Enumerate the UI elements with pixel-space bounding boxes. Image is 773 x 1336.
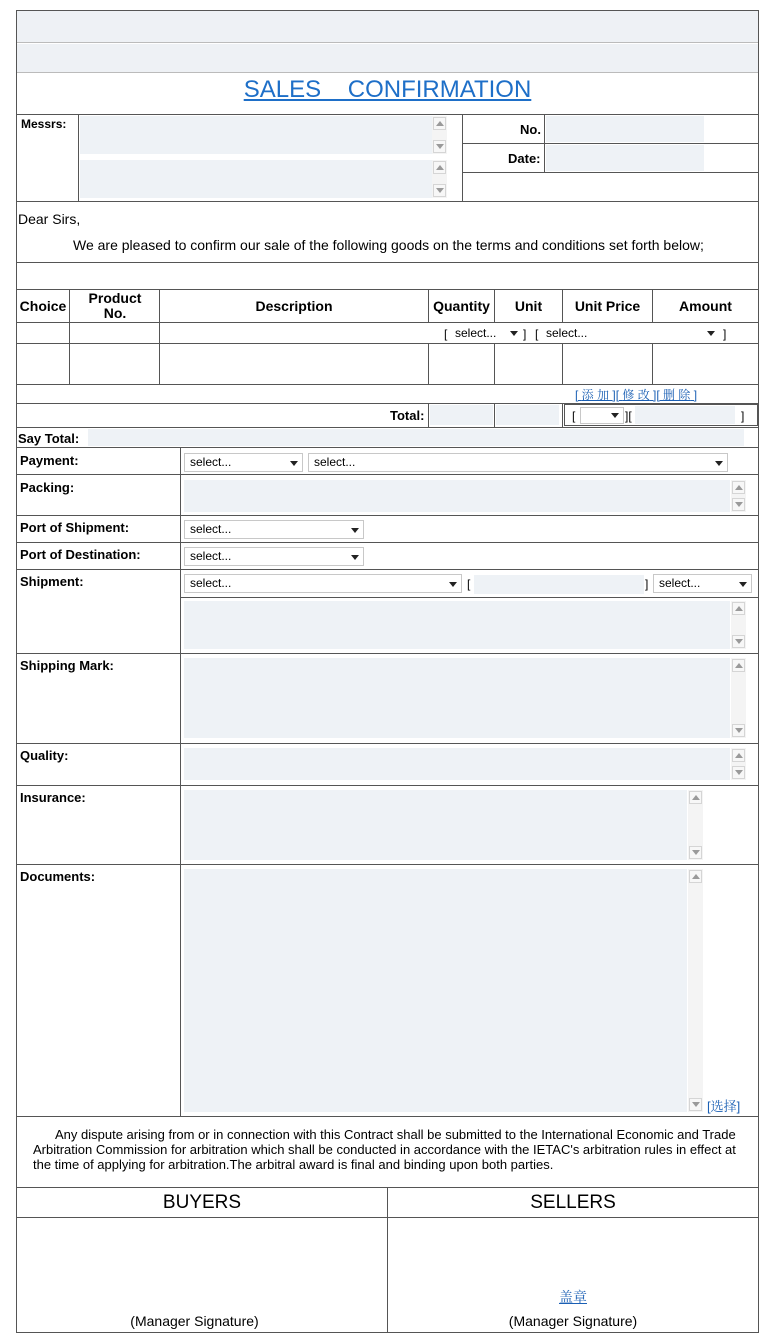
intro-text: We are pleased to confirm our sale of the following goods on the terms and conditions set forth below; — [73, 237, 704, 253]
divider — [17, 72, 758, 73]
divider — [17, 569, 758, 570]
divider — [17, 515, 758, 516]
col-unit-price: Unit Price — [574, 298, 641, 314]
bracket: [ — [467, 577, 471, 591]
date-label: Date: — [508, 151, 541, 166]
price-select[interactable]: select... — [541, 325, 719, 342]
shipment-remarks-scrollbar[interactable] — [731, 601, 746, 649]
port-of-shipment-select[interactable]: select... — [184, 520, 364, 539]
messrs-name-input[interactable] — [80, 116, 432, 154]
divider — [17, 384, 758, 385]
documents-input[interactable] — [184, 869, 687, 1112]
seal-link[interactable]: 盖章 — [559, 1289, 587, 1305]
bracket: [ — [535, 327, 539, 341]
row-description-cell[interactable] — [160, 344, 428, 383]
buyer-signature-caption: (Manager Signature) — [130, 1313, 259, 1329]
seller-seal-link-wrap — [388, 1287, 758, 1307]
messrs-address-scrollbar[interactable] — [432, 160, 447, 198]
divider — [17, 542, 758, 543]
sellers-heading: SELLERS — [530, 1192, 616, 1213]
total-unit-input[interactable] — [496, 405, 559, 425]
bracket: ] — [741, 409, 745, 423]
divider — [17, 653, 758, 654]
divider — [428, 403, 429, 427]
col-amount: Amount — [679, 298, 732, 314]
port-of-destination-label: Port of Destination: — [20, 547, 141, 562]
bracket: ][ — [625, 409, 632, 423]
payment-label: Payment: — [20, 453, 79, 468]
documents-label: Documents: — [20, 869, 96, 884]
seller-signature-caption: (Manager Signature) — [508, 1313, 638, 1329]
divider — [17, 785, 758, 786]
say-total-input[interactable] — [88, 429, 744, 446]
contract-no-input[interactable] — [546, 116, 704, 142]
shipment-date-input[interactable] — [474, 575, 644, 594]
divider — [17, 427, 758, 428]
packing-input[interactable] — [184, 480, 730, 512]
row-quantity-cell[interactable] — [429, 344, 494, 383]
currency-select[interactable] — [580, 407, 624, 424]
row-unit-cell[interactable] — [495, 344, 562, 383]
messrs-label: Messrs: — [21, 117, 67, 131]
divider — [17, 1116, 758, 1117]
shipping-mark-label: Shipping Mark: — [20, 658, 114, 673]
shipment-label: Shipment: — [20, 574, 84, 589]
divider — [544, 114, 545, 172]
divider — [17, 42, 758, 43]
total-amount-input[interactable] — [635, 406, 735, 424]
divider — [180, 447, 181, 1116]
bracket: [ — [572, 409, 576, 423]
arbitration-clause: Any dispute arising from or in connection with this Contract shall be submitted to the International Economic and Trade Arbitration Commission for arbitration which shall be conducted in accordance with the IETAC's arbitration rules in effect at the time of applying for arbitration.The arbitral award is final and binding upon both parties. — [33, 1127, 736, 1172]
divider — [17, 743, 758, 744]
divider — [462, 143, 758, 144]
shipping-mark-input[interactable] — [184, 658, 730, 738]
divider — [462, 172, 758, 173]
say-total-label: Say Total: — [18, 431, 80, 446]
page-title — [17, 76, 758, 104]
row-choice-cell[interactable] — [18, 344, 69, 383]
packing-label: Packing: — [20, 480, 75, 495]
shipment-terms-select[interactable]: select... — [184, 574, 462, 593]
packing-scrollbar[interactable] — [731, 480, 746, 512]
shipment-option-select[interactable]: select... — [653, 574, 752, 593]
col-quantity: Quantity — [433, 298, 490, 314]
delete-link[interactable]: [ 删 除 ] — [656, 388, 698, 402]
total-label: Total: — [390, 408, 425, 423]
divider — [17, 201, 758, 202]
add-link[interactable]: [ 添 加 ] — [575, 388, 616, 402]
divider — [562, 403, 563, 427]
bracket: ] — [645, 577, 649, 591]
top-bar-1 — [17, 11, 758, 42]
greeting-text: Dear Sirs, — [18, 211, 81, 227]
port-of-shipment-label: Port of Shipment: — [20, 520, 130, 535]
divider — [494, 403, 495, 427]
divider — [181, 597, 758, 598]
col-choice: Choice — [19, 298, 67, 314]
top-bar-2 — [17, 44, 758, 72]
col-description: Description — [255, 298, 333, 314]
date-input[interactable] — [546, 145, 704, 171]
divider — [17, 864, 758, 865]
shipment-remarks-input[interactable] — [184, 601, 730, 649]
row-unit-price-cell[interactable] — [563, 344, 652, 383]
shipping-mark-scrollbar[interactable] — [731, 658, 746, 738]
col-product-no: Product No. — [88, 290, 142, 321]
no-label: No. — [520, 122, 541, 137]
divider — [17, 322, 758, 323]
bracket: [ — [444, 327, 448, 341]
payment-terms-select[interactable]: select... — [308, 453, 728, 472]
divider — [17, 262, 758, 263]
port-of-destination-select[interactable]: select... — [184, 547, 364, 566]
documents-choose-link[interactable]: [选择] — [707, 1099, 741, 1114]
insurance-label: Insurance: — [20, 790, 86, 805]
row-actions — [575, 386, 697, 403]
messrs-name-scrollbar[interactable] — [432, 116, 447, 154]
divider — [78, 114, 79, 201]
bracket: ] — [523, 327, 527, 341]
edit-link[interactable]: [ 修 改 ] — [615, 388, 657, 402]
row-amount-cell[interactable] — [653, 344, 758, 383]
quality-label: Quality: — [20, 748, 69, 763]
divider — [462, 114, 463, 201]
quality-scrollbar[interactable] — [731, 748, 746, 780]
insurance-scrollbar[interactable] — [688, 790, 703, 860]
divider — [17, 447, 758, 448]
messrs-address-input[interactable] — [80, 160, 432, 198]
documents-scrollbar[interactable] — [688, 869, 703, 1112]
payment-method-select[interactable]: select... — [184, 453, 303, 472]
col-unit: Unit — [514, 298, 543, 314]
divider — [17, 114, 758, 115]
total-quantity-input[interactable] — [430, 405, 493, 425]
title-text: SALES CONFIRMATION — [243, 76, 532, 103]
unit-select[interactable]: select... — [450, 325, 522, 342]
bracket: ] — [723, 327, 727, 341]
insurance-input[interactable] — [184, 790, 687, 860]
divider — [17, 1217, 758, 1218]
row-product-no-cell[interactable] — [70, 344, 159, 383]
buyers-heading: BUYERS — [162, 1192, 242, 1213]
divider — [17, 474, 758, 475]
quality-input[interactable] — [184, 748, 730, 780]
